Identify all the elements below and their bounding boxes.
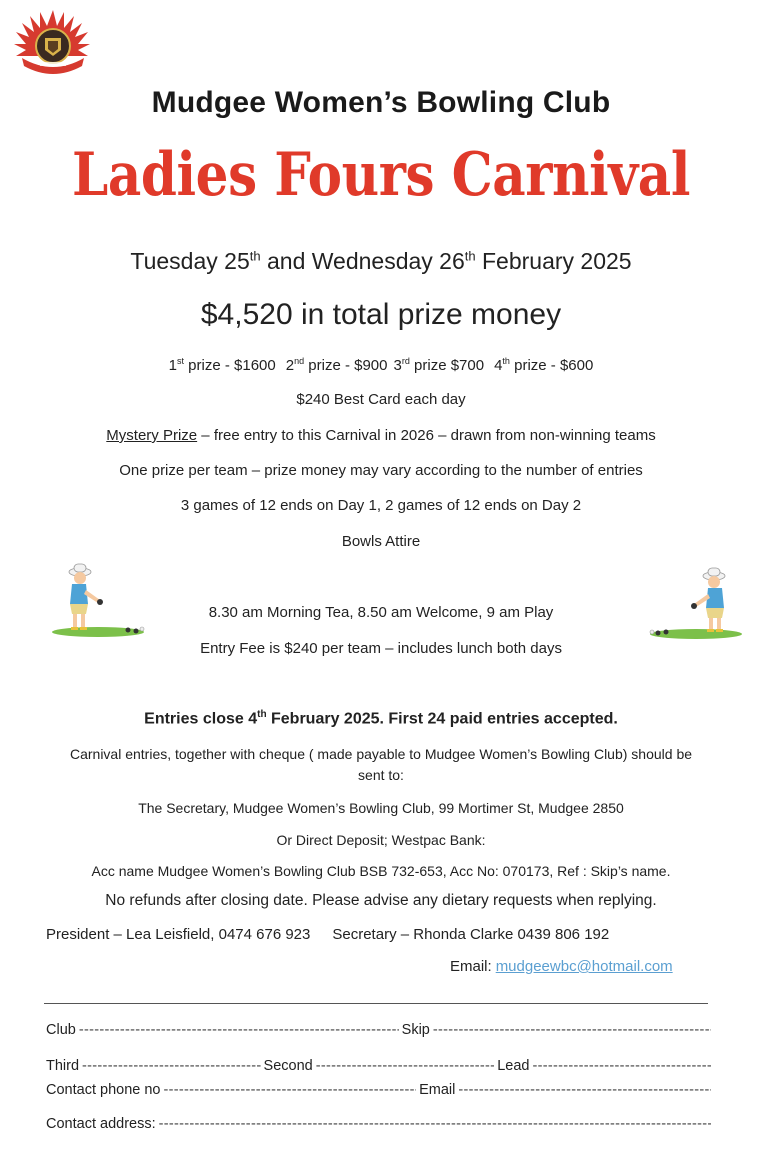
attire-note: Bowls Attire [341,533,421,550]
best-card-prize: $240 Best Card each day [296,391,466,408]
third-field-line[interactable] [82,1058,261,1074]
entries-close-post: February 2025. First 24 paid entries accepted. [266,710,618,728]
prize-4-sup: th [502,356,510,366]
president-contact: President – Lea Leisfield, 0474 676 923 [46,926,311,943]
divider [44,1003,708,1004]
no-refunds-note: No refunds after closing date. Please advise any dietary requests when replying. [105,892,657,909]
lead-field-line[interactable] [533,1058,712,1074]
prize-3-text: prize $700 [409,357,485,374]
dates-day1: Tuesday 25 [130,248,250,274]
secretary-address: The Secretary, Mudgee Women’s Bowling Club, 99 Mortimer St, Mudgee 2850 [138,800,624,816]
contact-address-label: Contact address: [46,1116,156,1132]
prize-list [0,356,762,374]
email-link[interactable]: mudgeewbc@hotmail.com [495,958,673,975]
mystery-prize-label: Mystery Prize [106,427,198,444]
event-title: Ladies Fours Carnival [72,140,690,210]
club-crest-icon [12,6,94,82]
dates-day1-sup: th [249,248,261,264]
dates-day2-sup: th [464,248,476,264]
entry-fee: Entry Fee is $240 per team – includes lunch both days [200,640,562,657]
lead-field-label: Lead [497,1058,530,1074]
club-name: Mudgee Women’s Bowling Club [151,86,611,119]
dates-middle: and Wednesday 26 [260,248,465,274]
entries-send-instructions: Carnival entries, together with cheque ( made payable to Mudgee Women’s Bowling Club) should be sent to: [69,746,693,783]
third-field-label: Third [46,1058,80,1074]
contact-phone-label: Contact phone no [46,1082,161,1098]
form-row-contact [46,1082,714,1098]
games-format: 3 games of 12 ends on Day 1, 2 games of 12 ends on Day 2 [180,497,582,514]
one-prize-note: One prize per team – prize money may vary according to the number of entries [119,462,643,479]
prize-1-sup: st [177,356,185,366]
contacts [46,926,609,943]
contact-address-line[interactable] [159,1116,711,1132]
lawn-bowler-left-icon [50,560,150,640]
account-details: Acc name Mudgee Women’s Bowling Club BSB 732-653, Acc No: 070173, Ref : Skip’s name. [91,863,671,879]
second-field-label: Second [263,1058,313,1074]
prize-3-ordinal: 3 [393,357,402,374]
prize-2-text: prize - $900 [304,357,388,374]
prize-3-sup: rd [401,356,410,366]
prize-1-text: prize - $1600 [184,357,276,374]
email-line [450,958,673,975]
secretary-contact: Secretary – Rhonda Clarke 0439 806 192 [332,926,610,943]
prize-4-ordinal: 4 [494,357,503,374]
second-field-line[interactable] [316,1058,495,1074]
mystery-prize [0,427,762,444]
mystery-prize-text: – free entry to this Carnival in 2026 – drawn from non-winning teams [197,427,656,444]
email-field-line[interactable] [458,1082,711,1098]
day-schedule: 8.30 am Morning Tea, 8.50 am Welcome, 9 am Play [208,604,554,621]
club-field-label: Club [46,1022,76,1038]
skip-field-label: Skip [401,1022,430,1038]
prize-4-text: prize - $600 [509,357,594,374]
club-field-line[interactable] [79,1022,399,1038]
entries-close-pre: Entries close 4 [144,710,258,728]
form-row-club-skip [46,1022,714,1038]
email-field-label: Email [419,1082,456,1098]
dates-end: February 2025 [475,248,632,274]
form-row-address [46,1116,714,1132]
prize-2-ordinal: 2 [285,357,295,374]
entries-close-sup: th [257,709,267,720]
skip-field-line[interactable] [433,1022,711,1038]
direct-deposit: Or Direct Deposit; Westpac Bank: [276,832,486,848]
prize-1-ordinal: 1 [168,357,177,374]
prize-total: $4,520 in total prize money [200,298,562,331]
event-dates [0,248,762,275]
contact-phone-line[interactable] [163,1082,416,1098]
prize-2-sup: nd [294,356,305,366]
form-row-players [46,1058,714,1074]
entries-close [0,709,762,728]
email-label: Email: [450,958,492,975]
